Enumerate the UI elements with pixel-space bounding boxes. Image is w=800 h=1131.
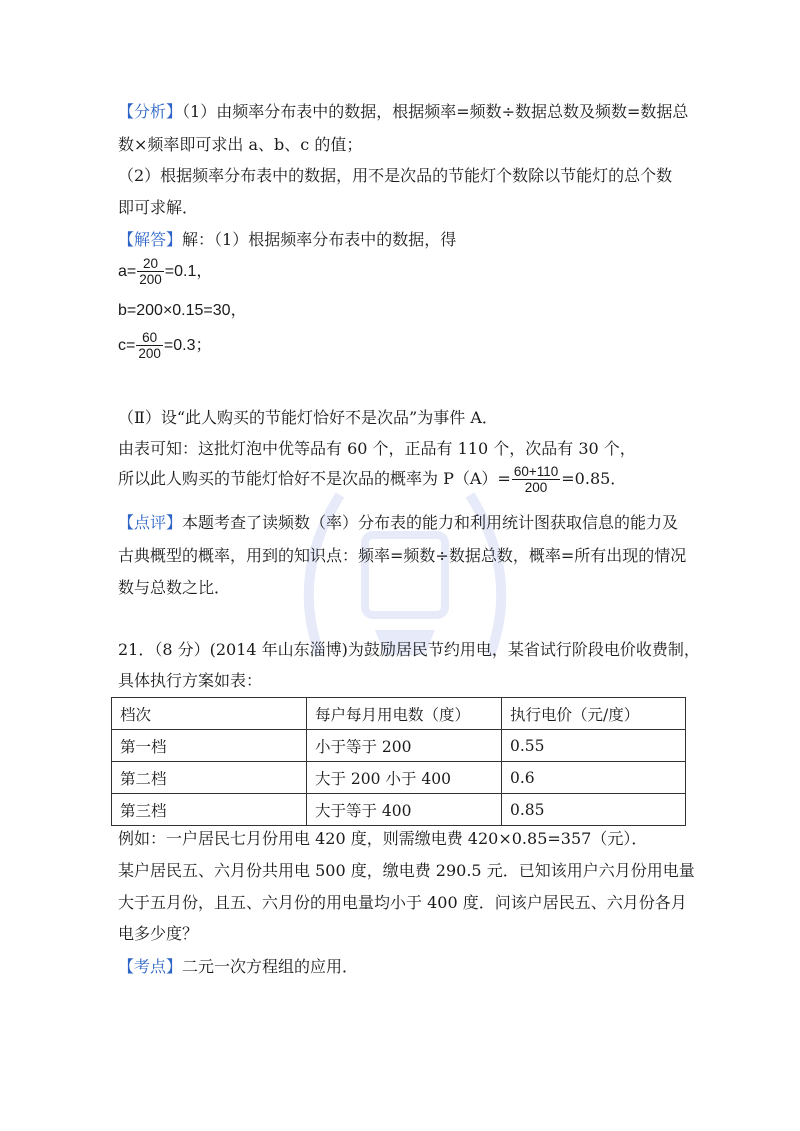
table-cell: 0.85 xyxy=(502,794,686,826)
comment-line-3: 数与总数之比． xyxy=(118,578,231,597)
comment-line-2: 古典概型的概率，用到的知识点：频率=频数÷数据总数，概率=所有出现的情况 xyxy=(118,546,687,565)
question21-line-2: 具体执行方案如表： xyxy=(118,671,263,690)
question21-body-1: 某户居民五、六月份共用电 500 度，缴电费 290.5 元．已知该用户六月份用电量 xyxy=(118,861,695,880)
fraction-p: $\frac{60+110}{200}$ xyxy=(513,464,559,495)
analysis-tag: 【分析】 xyxy=(118,102,183,121)
table-cell: 大于 200 小于 400 xyxy=(307,762,502,794)
tariff-table xyxy=(111,697,686,826)
analysis-line-2: 数×频率即可求出 a、b、c 的值； xyxy=(118,135,363,154)
analysis-line-4: 即可求解． xyxy=(118,198,199,217)
answer-b-formula: b=200×0.15=30， xyxy=(118,302,247,319)
table-cell: 第一档 xyxy=(112,730,307,762)
table-row xyxy=(112,762,686,794)
table-cell: 0.6 xyxy=(502,762,686,794)
table-cell: 第三档 xyxy=(112,794,307,826)
table-cell: 0.55 xyxy=(502,730,686,762)
comment-line-1: 【点评】本题考查了读频数（率）分布表的能力和利用统计图获取信息的能力及 xyxy=(118,513,679,532)
table-header-cell: 执行电价（元/度） xyxy=(502,698,686,730)
question21-body-2: 大于五月份，且五、六月份的用电量均小于 400 度．问该户居民五、六月份各月 xyxy=(118,893,687,912)
fraction-c: $\frac{60}{200}$ xyxy=(138,330,161,361)
kaodian-tag: 【考点】 xyxy=(118,957,183,976)
table-row xyxy=(112,794,686,826)
table-header-cell: 每户每月用电数（度） xyxy=(307,698,502,730)
table-header-row xyxy=(112,698,686,730)
analysis-line-1: 【分析】（1）由频率分布表中的数据，根据频率=频数÷数据总数及频数=数据总 xyxy=(118,102,689,121)
table-cell: 小于等于 200 xyxy=(307,730,502,762)
question21-body-3: 电多少度？ xyxy=(118,924,199,943)
answer-part2-line-3: 所以此人购买的节能灯恰好不是次品的概率为 P（A）= $\frac{60+110}{200}$ =0.85． xyxy=(118,464,627,495)
fraction-a: $\frac{20}{200}$ xyxy=(139,256,162,287)
table-cell: 第二档 xyxy=(112,762,307,794)
answer-c-formula: c= $\frac{60}{200}$ =0.3； xyxy=(118,330,212,361)
kaodian-line: 【考点】二元一次方程组的应用． xyxy=(118,957,359,976)
answer-a-formula: a= $\frac{20}{200}$ =0.1， xyxy=(118,256,213,287)
question21-example: 例如：一户居民七月份用电 420 度，则需缴电费 420×0.85=357（元）． xyxy=(118,829,648,848)
table-header-cell: 档次 xyxy=(112,698,307,730)
answer-tag: 【解答】 xyxy=(118,230,183,249)
answer-part2-line-1: （Ⅱ）设“此人购买的节能灯恰好不是次品”为事件 A． xyxy=(118,408,498,427)
table-row xyxy=(112,730,686,762)
question21-line-1: 21．（8 分）(2014 年山东淄博)为鼓励居民节约用电，某省试行阶段电价收费制， xyxy=(118,640,700,659)
table-cell: 大于等于 400 xyxy=(307,794,502,826)
answer-part2-line-2: 由表可知：这批灯泡中优等品有 60 个，正品有 110 个，次品有 30 个， xyxy=(118,439,636,458)
analysis-line-3: （2）根据频率分布表中的数据，用不是次品的节能灯个数除以节能灯的总个数 xyxy=(118,166,673,185)
comment-tag: 【点评】 xyxy=(118,513,183,532)
answer-line-1: 【解答】解：（1）根据频率分布表中的数据，得 xyxy=(118,230,457,249)
